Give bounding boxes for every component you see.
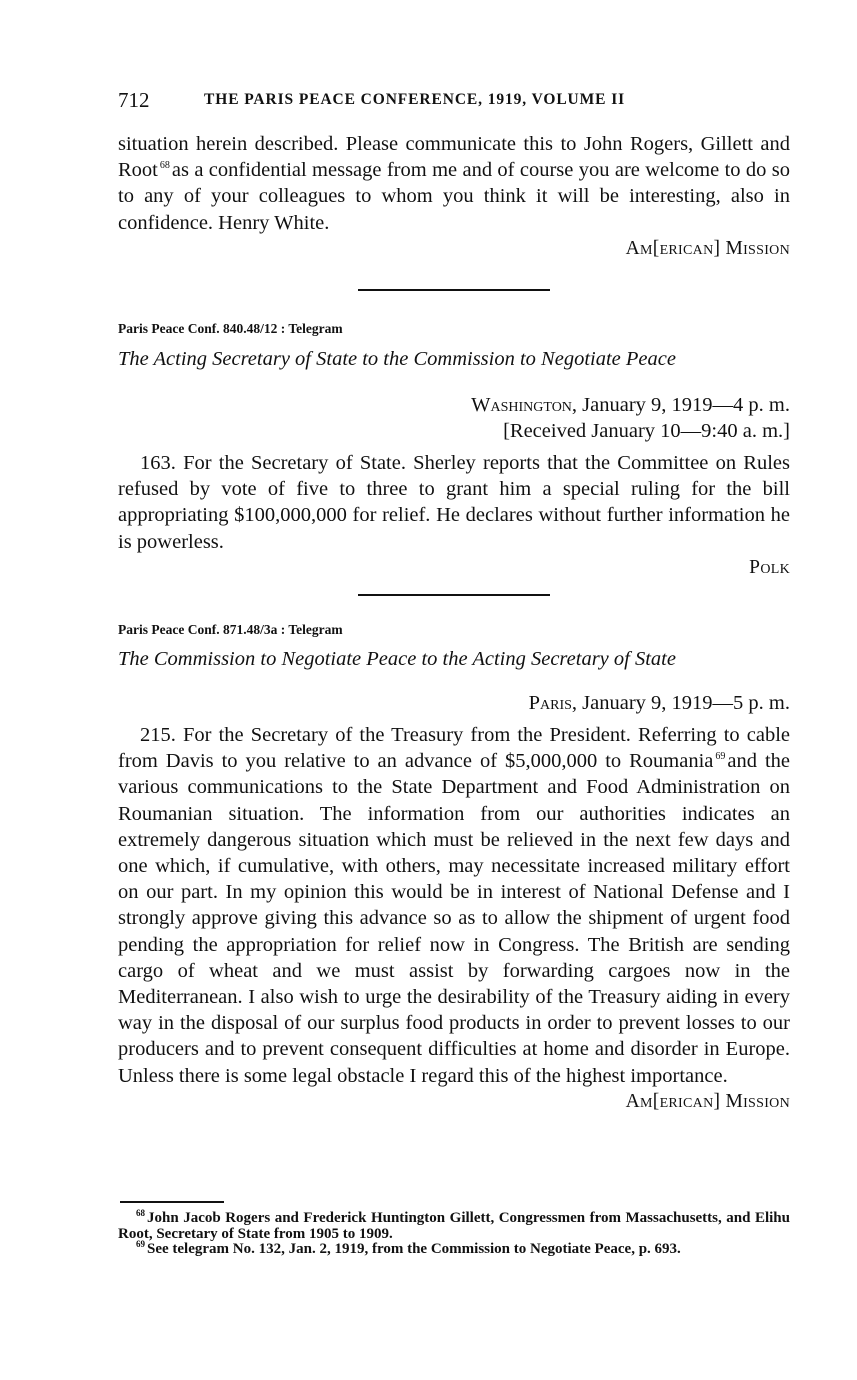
document-1-body bbox=[118, 450, 790, 579]
footnote-69-text: See telegram No. 132, Jan. 2, 1919, from the Commission to Negotiate Peace, p. 693. bbox=[147, 1241, 681, 1257]
footnote-ref-68[interactable]: 68 bbox=[159, 160, 170, 172]
document-1-received: [Received January 10—9:40 a. m.] bbox=[503, 420, 790, 443]
signature-polk: Polk bbox=[749, 556, 790, 578]
document-2-reference: Paris Peace Conf. 871.48/3a : Telegram bbox=[118, 622, 343, 637]
running-head-title: THE PARIS PEACE CONFERENCE, 1919, VOLUME II bbox=[204, 91, 626, 108]
signature-american-mission-1: Am[erican] Mission bbox=[625, 237, 790, 259]
section-divider-2 bbox=[358, 594, 550, 596]
document-2-dateline bbox=[529, 690, 790, 716]
footnote-68-text: John Jacob Rogers and Frederick Huntington Gillett, Congressmen from Massachusetts, and Elihu Root, Secretary of State from 1905 to 1909. bbox=[118, 1210, 790, 1242]
document-1-paragraph: 163. For the Secretary of State. Sherley reports that the Committee on Rules refused by vote of five to three to grant him a special ruling for the bill appropriating $100,000,000 for relief. He declares without further information he is powerless. bbox=[118, 452, 790, 553]
continued-text-part2: as a confidential message from me and of course you are welcome to do so to any of your colleagues to whom you think it will be interesting, also in confidence. Henry White. bbox=[118, 159, 790, 234]
document-2-place: Paris, bbox=[528, 692, 578, 714]
document-2-body bbox=[118, 722, 790, 1113]
document-1-date: January 9, 1919—4 p. m. bbox=[582, 394, 790, 416]
page-number: 712 bbox=[118, 88, 150, 112]
running-head bbox=[118, 88, 790, 118]
footnote-divider bbox=[120, 1201, 224, 1203]
continued-section bbox=[118, 131, 790, 260]
footnote-ref-69[interactable]: 69 bbox=[715, 751, 726, 763]
document-1-dateline bbox=[471, 392, 790, 444]
footnote-68 bbox=[118, 1208, 790, 1242]
document-1-place: Washington, bbox=[471, 394, 578, 416]
footnote-69-marker: 69 bbox=[136, 1239, 145, 1249]
document-2-paragraph bbox=[118, 722, 790, 1089]
footnotes bbox=[118, 1208, 790, 1258]
document-2-date: January 9, 1919—5 p. m. bbox=[582, 692, 790, 714]
document-2-text-part2: and the various communications to the State Department and Food Administration on Roumanian situation. The information from our authorities indicates an extremely dangerous situation which must be relieved in the next few days and one which, if cumulative, with others, may necessitate increased military effort on our part. In my opinion this would be in interest of National Defense and I strongly approve giving this advance so as to allow the shipment of urgent food pending the appropriation for relief now in Congress. The British are sending cargo of wheat and we must assist by forwarding cargoes now in the Mediterranean. I also wish to urge the desirability of the Treasury aiding in every way in the disposal of our surplus food products in order to prevent losses to our producers and to prevent consequent difficulties at home and disorder in Europe. Unless there is some legal obstacle I regard this of the highest importance. bbox=[118, 750, 790, 1087]
document-1-reference: Paris Peace Conf. 840.48/12 : Telegram bbox=[118, 321, 343, 336]
footnote-69 bbox=[118, 1239, 790, 1258]
document-1-title: The Acting Secretary of State to the Commission to Negotiate Peace bbox=[118, 348, 676, 370]
signature-american-mission-2: Am[erican] Mission bbox=[625, 1090, 790, 1112]
continued-text-part1: situation herein described. Please communicate this to John Rogers, Gillett and Root bbox=[118, 133, 790, 182]
document-2-title: The Commission to Negotiate Peace to the Acting Secretary of State bbox=[118, 648, 676, 670]
footnote-68-marker: 68 bbox=[136, 1208, 145, 1218]
document-2-text-part1: 215. For the Secretary of the Treasury from the President. Referring to cable from Davis to you relative to an advance of $5,000,000 to Roumania bbox=[118, 724, 790, 773]
continued-paragraph bbox=[118, 131, 790, 236]
section-divider-1 bbox=[358, 289, 550, 291]
